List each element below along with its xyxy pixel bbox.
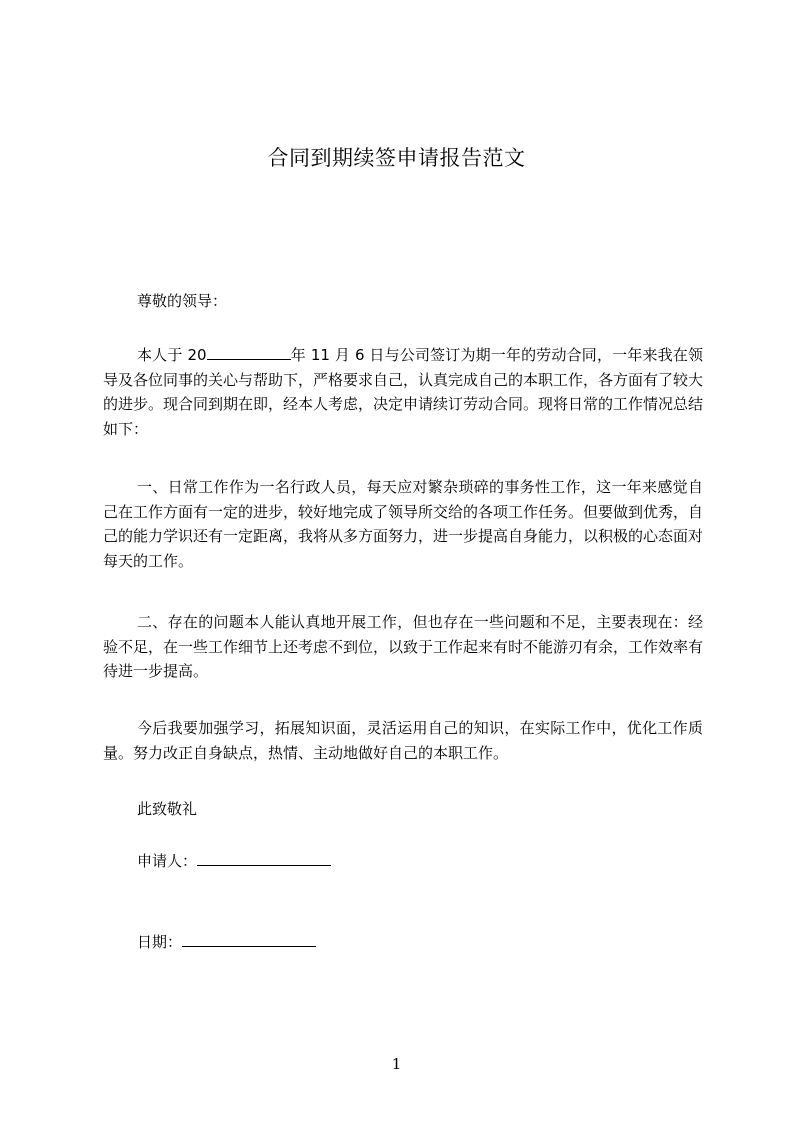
date-blank: [182, 932, 316, 947]
intro-text: [103, 343, 703, 441]
year-blank: [207, 345, 291, 360]
date-label: 日期：: [137, 933, 183, 951]
paragraph-daily-work: [103, 475, 703, 573]
document-title: 合同到期续签申请报告范文: [267, 146, 526, 170]
paragraph-problems: [103, 610, 703, 684]
paragraph-text: 今后我要加强学习，拓展知识面，灵活运用自己的知识，在实际工作中，优化工作质量。努力改正自身缺点，热情、主动地做好自己的本职工作。: [103, 719, 703, 762]
paragraph-text: 一、日常工作作为一名行政人员，每天应对繁杂琐碎的事务性工作，这一年来感觉自己在工作方面有一定的进步，较好地完成了领导所交给的各项工作任务。但要做到优秀，自己的能力学识还有一定距离，我将从多方面努力，进一步提高自身能力，以积极的心态面对每天的工作。: [103, 478, 704, 570]
intro-paragraph: [103, 343, 703, 441]
paragraph-text: 二、存在的问题本人能认真地开展工作，但也存在一些问题和不足，主要表现在：经验不足，在一些工作细节上还考虑不到位，以致于工作起来有时不能游刃有余，工作效率有待进一步提高。: [103, 613, 704, 680]
paragraph-future: [103, 716, 703, 765]
intro-prefix: 本人于 20: [137, 346, 207, 364]
date-line: [137, 930, 316, 954]
salutation: 尊敬的领导：: [137, 292, 228, 310]
intro-suffix: 年 11 月 6 日与公司签订为期一年的劳动合同，一年来我在领导及各位同事的关心与帮助下，严格要求自己，认真完成自己的本职工作，各方面有了较大的进步。现合同到期在即，经本人考虑，决定申请续订劳动合同。现将日常的工作情况总结如下：: [103, 346, 704, 438]
applicant-signature-blank: [197, 851, 331, 866]
applicant-line: [137, 849, 331, 873]
closing-line: 此致敬礼: [137, 800, 198, 818]
page-number: 1: [391, 1055, 402, 1073]
applicant-label: 申请人：: [137, 852, 198, 870]
